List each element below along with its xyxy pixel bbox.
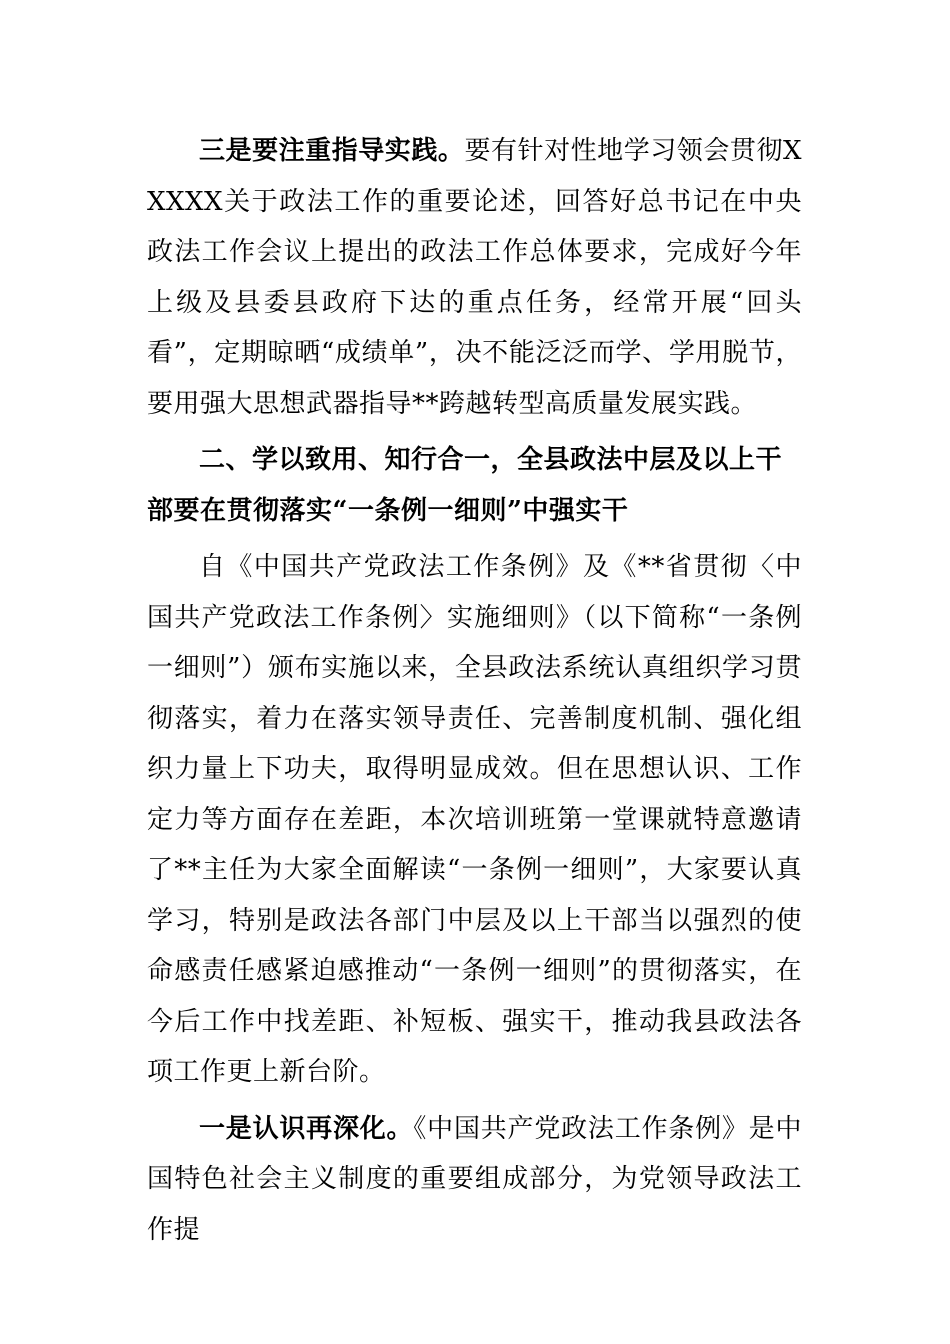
paragraph-lead: 一是认识再深化。 bbox=[199, 1113, 414, 1144]
paragraph-understanding bbox=[147, 1104, 802, 1256]
document-page bbox=[147, 126, 802, 1255]
paragraph-body: 《中国共产党政法工作条例》是中国特色社会主义制度的重要组成部分，为党领导政法工作提 bbox=[147, 1113, 802, 1245]
paragraph-practice bbox=[147, 126, 802, 429]
paragraph-regulation: 自《中国共产党政法工作条例》及《**省贯彻〈中国共产党政法工作条例〉实施细则》（以下简称“一条例一细则”）颁布实施以来，全县政法系统认真组织学习贯彻落实，着力在落实领导责任、完善制度机制、强化组织力量上下功夫，取得明显成效。但在思想认识、工作定力等方面存在差距，本次培训班第一堂课就特意邀请了**主任为大家全面解读“一条例一细则”，大家要认真学习，特别是政法各部门中层及以上干部当以强烈的使命感责任感紧迫感推动“一条例一细则”的贯彻落实，在今后工作中找差距、补短板、强实干，推动我县政法各项工作更上新台阶。 bbox=[147, 552, 802, 1087]
section-heading: 二、学以致用、知行合一，全县政法中层及以上干部要在贯彻落实“一条例一细则”中强实干 bbox=[147, 445, 783, 526]
paragraph-body: 要有针对性地学习领会贯彻XXXXX关于政法工作的重要论述，回答好总书记在中央政法工作会议上提出的政法工作总体要求，完成好今年上级及县委县政府下达的重点任务，经常开展“回头看”，定期晾晒“成绩单”，决不能泛泛而学、学用脱节，要用强大思想武器指导**跨越转型高质量发展实践。 bbox=[147, 136, 802, 419]
paragraph-lead: 三是要注重指导实践。 bbox=[199, 136, 465, 166]
